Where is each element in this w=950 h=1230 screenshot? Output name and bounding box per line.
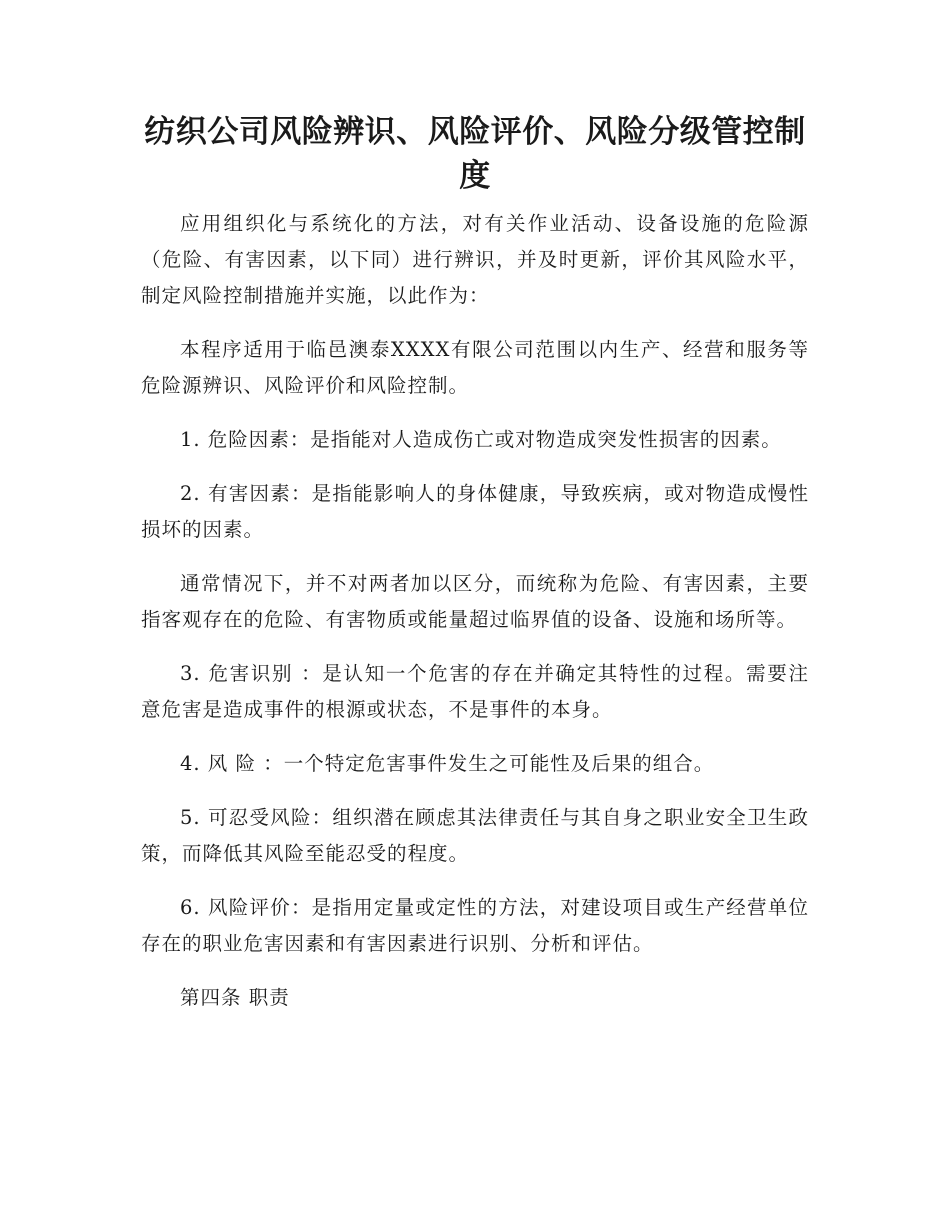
document-body	[141, 206, 809, 1034]
paragraph-scope: 本程序适用于临邑澳泰XXXX有限公司范围以内生产、经营和服务等危险源辨识、风险评价和风险控制。	[141, 338, 809, 397]
definition-risk: 4. 风 险 ：一个特定危害事件发生之可能性及后果的组合。	[180, 752, 715, 775]
paragraph-purpose: 应用组织化与系统化的方法，对有关作业活动、设备设施的危险源（危险、有害因素，以下同）进行辨识，并及时更新，评价其风险水平，制定风险控制措施并实施，以此作为：	[141, 212, 809, 307]
definition-tolerable-risk: 5. 可忍受风险：组织潜在顾虑其法律责任与其自身之职业安全卫生政策，而降低其风险至能忍受的程度。	[141, 806, 809, 865]
document-title: 纺织公司风险辨识、风险评价、风险分级管控制度	[144, 114, 806, 194]
section-heading-responsibilities: 第四条 职责	[180, 986, 290, 1009]
definition-hazard-identification: 3. 危害识别 ：是认知一个危害的存在并确定其特性的过程。需要注意危害是造成事件的根源或状态，不是事件的本身。	[141, 662, 809, 721]
definition-risk-assessment: 6. 风险评价：是指用定量或定性的方法，对建设项目或生产经营单位存在的职业危害因素和有害因素进行识别、分析和评估。	[141, 896, 809, 955]
paragraph-general-note: 通常情况下，并不对两者加以区分，而统称为危险、有害因素，主要指客观存在的危险、有害物质或能量超过临界值的设备、设施和场所等。	[141, 572, 809, 631]
definition-harmful-factor: 2. 有害因素：是指能影响人的身体健康，导致疾病，或对物造成慢性损坏的因素。	[141, 482, 809, 541]
definition-hazard-factor: 1. 危险因素：是指能对人造成伤亡或对物造成突发性损害的因素。	[180, 428, 782, 451]
